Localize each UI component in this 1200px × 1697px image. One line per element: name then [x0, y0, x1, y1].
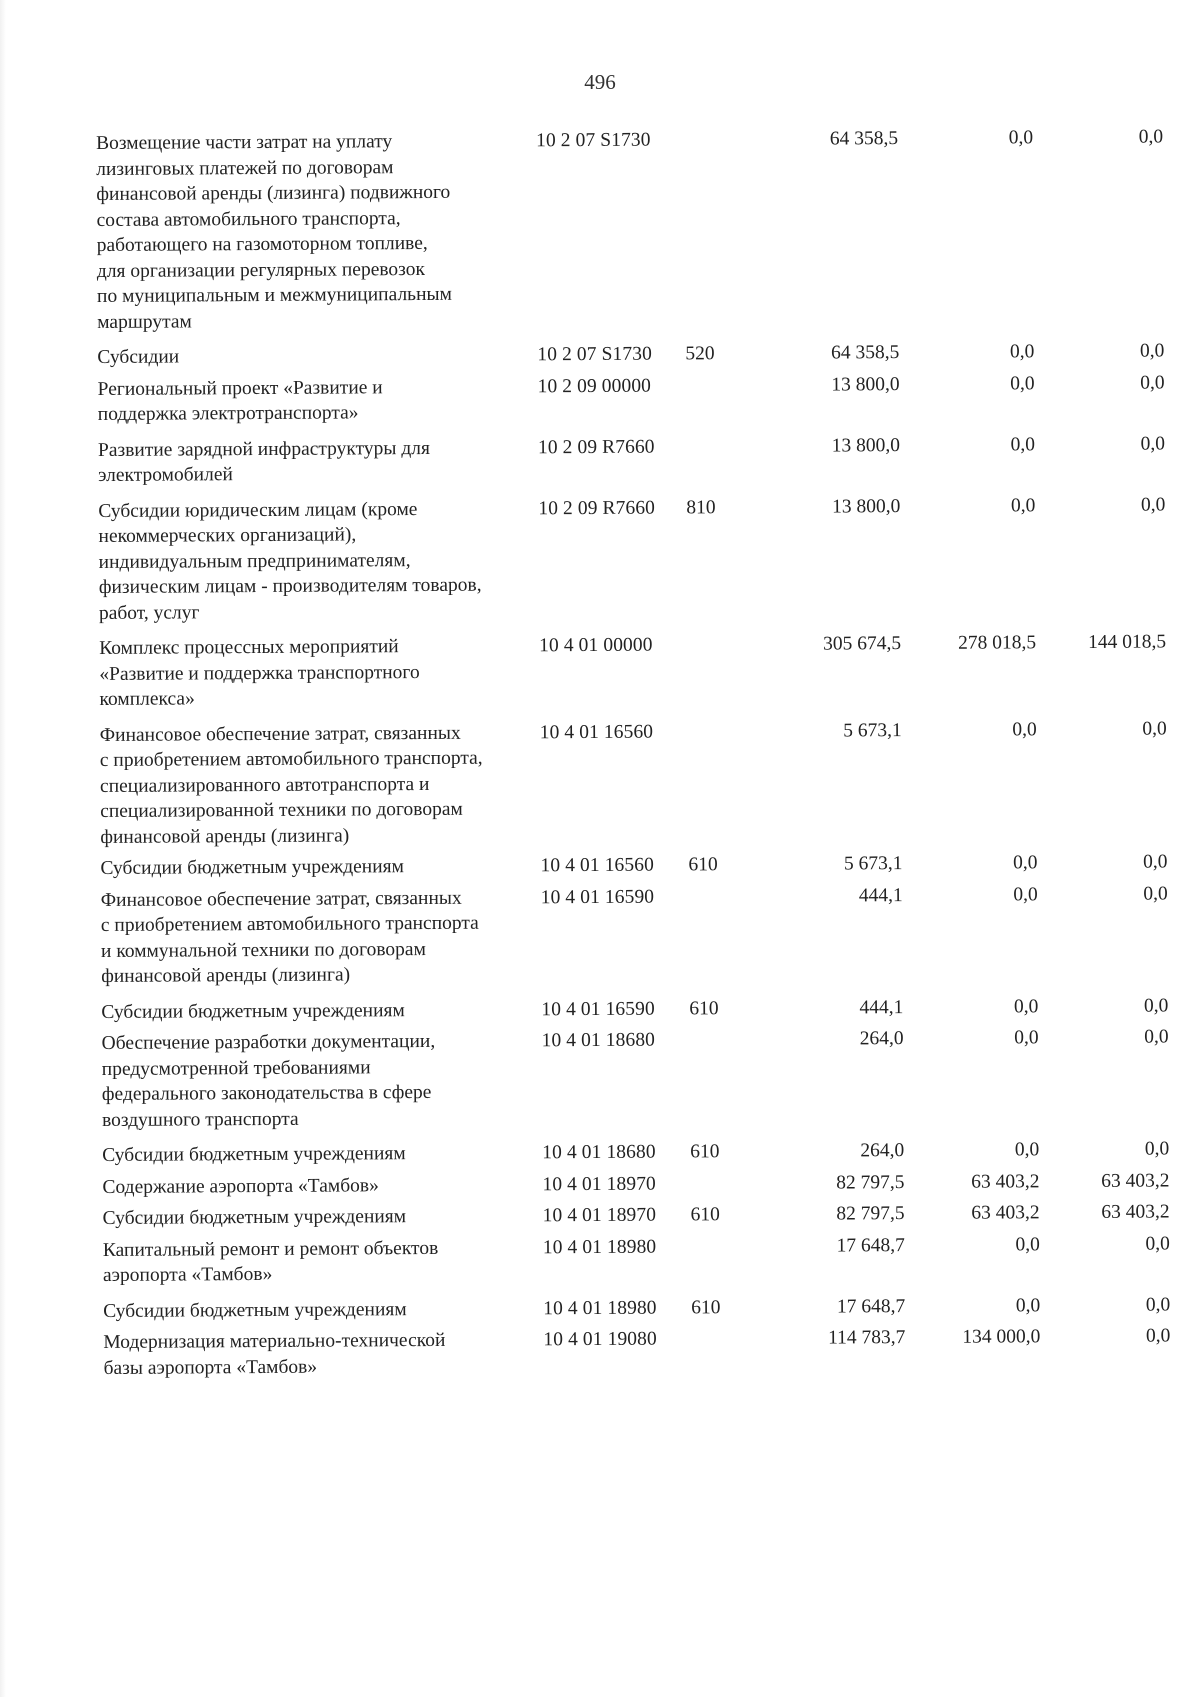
row-name-line: Субсидии юридическим лицам (кроме [98, 498, 418, 522]
row-value-year2: 0,0 [1015, 1294, 1041, 1316]
row-value-year1: 82 797,5 [836, 1203, 905, 1225]
row-name [103, 1296, 543, 1324]
row-name-line: предусмотренной требованиями [101, 1056, 371, 1080]
row-code: 10 2 09 R7660 [538, 497, 656, 519]
row-value-year1: 5 673,1 [843, 719, 902, 741]
row-expense-type: 610 [691, 1296, 721, 1318]
row-name [101, 997, 541, 1025]
row-name [99, 633, 539, 712]
row-code: 10 4 01 18680 [541, 1029, 656, 1052]
row-value-year1: 13 800,0 [831, 434, 900, 457]
row-value-year2: 63 403,2 [971, 1202, 1040, 1224]
row-value-year3: 0,0 [1143, 851, 1168, 873]
row-value-year2: 0,0 [1015, 1233, 1040, 1255]
row-value-year2: 0,0 [1013, 883, 1038, 905]
row-name [102, 1172, 542, 1200]
row-code: 10 4 01 00000 [539, 634, 653, 657]
row-expense-type: 610 [689, 997, 719, 1019]
row-value-year3: 0,0 [1145, 1325, 1171, 1347]
row-value-year1: 444,1 [859, 996, 904, 1018]
row-name [103, 1327, 543, 1381]
row-expense-type: 610 [690, 1141, 720, 1163]
row-name-line: электромобилей [98, 464, 233, 486]
row-name-line: работ, услуг [98, 601, 200, 624]
row-name-line: и коммунальной техники по договорам [100, 938, 426, 962]
row-name-line: Развитие зарядной инфраструктуры для [97, 437, 430, 461]
row-name-line: специализированной техники по договорам [100, 798, 463, 822]
table-row [100, 849, 1180, 881]
row-value-year3: 144 018,5 [1088, 631, 1167, 653]
row-name [98, 496, 539, 626]
row-value-year2: 0,0 [1014, 1027, 1039, 1049]
row-name [96, 128, 537, 335]
row-name-line: Финансовое обеспечение затрат, связанных [99, 722, 461, 746]
row-value-year3: 63 403,2 [1101, 1169, 1170, 1192]
row-name-line: Обеспечение разработки документации, [101, 1030, 436, 1054]
row-name [100, 853, 540, 881]
table-row [96, 124, 1177, 335]
page-number: 496 [584, 70, 616, 94]
row-name-line: Содержание аэропорта «Тамбов» [102, 1174, 379, 1198]
row-code: 10 2 09 R7660 [537, 436, 655, 458]
row-value-year1: 17 648,7 [836, 1295, 906, 1317]
row-code: 10 2 07 S1730 [536, 129, 651, 152]
row-code: 10 4 01 19080 [543, 1328, 657, 1351]
table-row [101, 993, 1181, 1025]
row-value-year3: 0,0 [1145, 1293, 1171, 1316]
row-name [103, 1235, 543, 1289]
row-name-line: Капитальный ремонт и ремонт объектов [102, 1237, 439, 1261]
row-value-year3: 0,0 [1140, 432, 1165, 455]
row-value-year1: 82 797,5 [836, 1171, 905, 1193]
row-value-year3: 0,0 [1143, 994, 1169, 1017]
row-name-line: некоммерческих организаций), [98, 524, 357, 547]
row-name-line: состава автомобильного транспорта, [96, 207, 401, 231]
row-name [102, 1140, 542, 1168]
row-value-year2: 0,0 [1008, 127, 1034, 149]
row-value-year2: 0,0 [1009, 341, 1035, 363]
row-expense-type: 610 [688, 854, 718, 876]
row-name-line: «Развитие и поддержка транспортного [99, 661, 420, 685]
row-value-year3: 0,0 [1140, 371, 1165, 394]
row-name-line: Возмещение части затрат на уплату [96, 131, 393, 154]
row-value-year2: 63 403,2 [971, 1170, 1040, 1193]
table-row [101, 1024, 1182, 1133]
table-row [100, 716, 1181, 850]
table-row [98, 492, 1179, 626]
row-expense-type: 520 [685, 343, 715, 365]
row-name-line: для организации регулярных перевозок [96, 258, 426, 282]
table-row [97, 370, 1177, 428]
row-value-year2: 0,0 [1014, 1139, 1040, 1161]
row-name-line: лизинговых платежей по договорам [96, 156, 394, 180]
row-code: 10 4 01 18980 [543, 1297, 657, 1319]
row-name [100, 720, 541, 850]
table-row [102, 1136, 1182, 1168]
row-name-line: аэропорта «Тамбов» [102, 1263, 273, 1286]
row-value-year1: 114 783,7 [828, 1327, 906, 1349]
row-name-line: поддержка электротранспорта» [97, 402, 359, 425]
row-value-year2: 0,0 [1012, 718, 1037, 740]
row-code: 10 4 01 18680 [542, 1141, 656, 1164]
row-name-line: индивидуальным предпринимателям, [98, 549, 411, 573]
table-row [102, 1168, 1182, 1200]
table-row [103, 1231, 1183, 1289]
row-value-year2: 134 000,0 [962, 1326, 1041, 1348]
row-name-line: Субсидии [97, 346, 180, 368]
row-value-year1: 264,0 [859, 1028, 904, 1050]
row-code: 10 4 01 16560 [539, 721, 654, 743]
row-value-year1: 305 674,5 [823, 633, 902, 655]
row-value-year3: 0,0 [1145, 1232, 1170, 1255]
row-value-year3: 0,0 [1143, 882, 1168, 905]
table-row [103, 1323, 1183, 1381]
budget-table [96, 124, 1184, 1381]
row-name-line: работающего на газомоторном топливе, [96, 232, 428, 256]
row-value-year3: 0,0 [1144, 1026, 1169, 1048]
row-code: 10 4 01 18980 [542, 1236, 657, 1258]
table-row [99, 629, 1179, 712]
row-name [97, 342, 537, 370]
row-code: 10 2 09 00000 [537, 375, 652, 397]
row-name [101, 885, 542, 990]
row-value-year3: 63 403,2 [1101, 1201, 1170, 1223]
row-code: 10 4 01 16560 [540, 854, 654, 877]
row-code: 10 4 01 16590 [541, 998, 655, 1020]
table-row [103, 1292, 1183, 1324]
row-expense-type: 610 [690, 1204, 720, 1226]
row-value-year3: 0,0 [1144, 1138, 1170, 1160]
row-code: 10 4 01 18970 [542, 1204, 657, 1227]
table-row [97, 338, 1177, 370]
row-code: 10 4 01 18970 [542, 1173, 656, 1195]
row-name-line: финансовой аренды (лизинга) подвижного [96, 181, 451, 205]
row-value-year3: 0,0 [1140, 493, 1166, 516]
row-name-line: Региональный проект «Развитие и [97, 376, 383, 400]
row-value-year1: 444,1 [858, 884, 903, 906]
row-name-line: федерального законодательства в сфере [101, 1081, 432, 1105]
row-name-line: комплекса» [99, 688, 195, 710]
row-name-line: с приобретением автомобильного транспорта [100, 912, 479, 936]
row-value-year1: 64 358,5 [829, 128, 899, 150]
row-name-line: физическим лицам - производителям товаров, [98, 574, 482, 598]
row-value-year1: 13 800,0 [831, 373, 900, 396]
row-value-year1: 5 673,1 [843, 853, 903, 875]
row-value-year1: 264,0 [860, 1140, 905, 1162]
row-name [103, 1203, 543, 1231]
table-row [98, 431, 1178, 489]
row-name-line: финансовой аренды (лизинга) [101, 964, 351, 987]
row-name-line: Модернизация материально-технической [103, 1329, 446, 1353]
row-expense-type: 810 [686, 496, 716, 518]
scan-edge-shadow [0, 0, 6, 1697]
row-name-line: финансовой аренды (лизинга) [100, 824, 350, 848]
row-name-line: Комплекс процессных мероприятий [99, 636, 399, 659]
row-name-line: Субсидии бюджетным учреждениям [102, 1206, 407, 1229]
row-name-line: маршрутам [97, 310, 192, 333]
row-name [101, 1028, 542, 1133]
row-value-year2: 0,0 [1010, 433, 1035, 455]
row-value-year2: 0,0 [1013, 995, 1039, 1017]
row-value-year2: 0,0 [1010, 372, 1035, 394]
row-name [97, 374, 537, 428]
row-name-line: базы аэропорта «Тамбов» [103, 1356, 318, 1379]
row-name-line: с приобретением автомобильного транспорта, [99, 747, 483, 771]
row-name-line: воздушного транспорта [101, 1108, 299, 1131]
row-value-year2: 0,0 [1010, 494, 1036, 516]
row-name-line: по муниципальным и межмуниципальным [96, 283, 452, 307]
row-value-year3: 0,0 [1138, 126, 1164, 148]
row-name-line: Финансовое обеспечение затрат, связанных [100, 887, 462, 911]
table-row [103, 1199, 1183, 1231]
row-value-year1: 64 358,5 [831, 342, 900, 364]
row-name-line: Субсидии бюджетным учреждениям [101, 999, 405, 1023]
row-value-year3: 0,0 [1142, 717, 1167, 740]
row-value-year3: 0,0 [1139, 340, 1165, 362]
row-value-year1: 13 800,0 [831, 495, 901, 518]
row-value-year2: 278 018,5 [958, 632, 1037, 654]
row-code: 10 2 07 S1730 [537, 343, 652, 366]
row-name [98, 435, 538, 489]
table-row [101, 881, 1182, 990]
row-name-line: Субсидии бюджетным учреждениям [102, 1143, 406, 1166]
row-value-year1: 17 648,7 [836, 1234, 905, 1256]
row-name-line: Субсидии бюджетным учреждениям [103, 1298, 407, 1322]
row-name-line: специализированного автотранспорта и [99, 773, 430, 797]
row-value-year2: 0,0 [1013, 852, 1038, 874]
row-name-line: Субсидии бюджетным учреждениям [100, 856, 405, 879]
row-code: 10 4 01 16590 [540, 886, 655, 908]
